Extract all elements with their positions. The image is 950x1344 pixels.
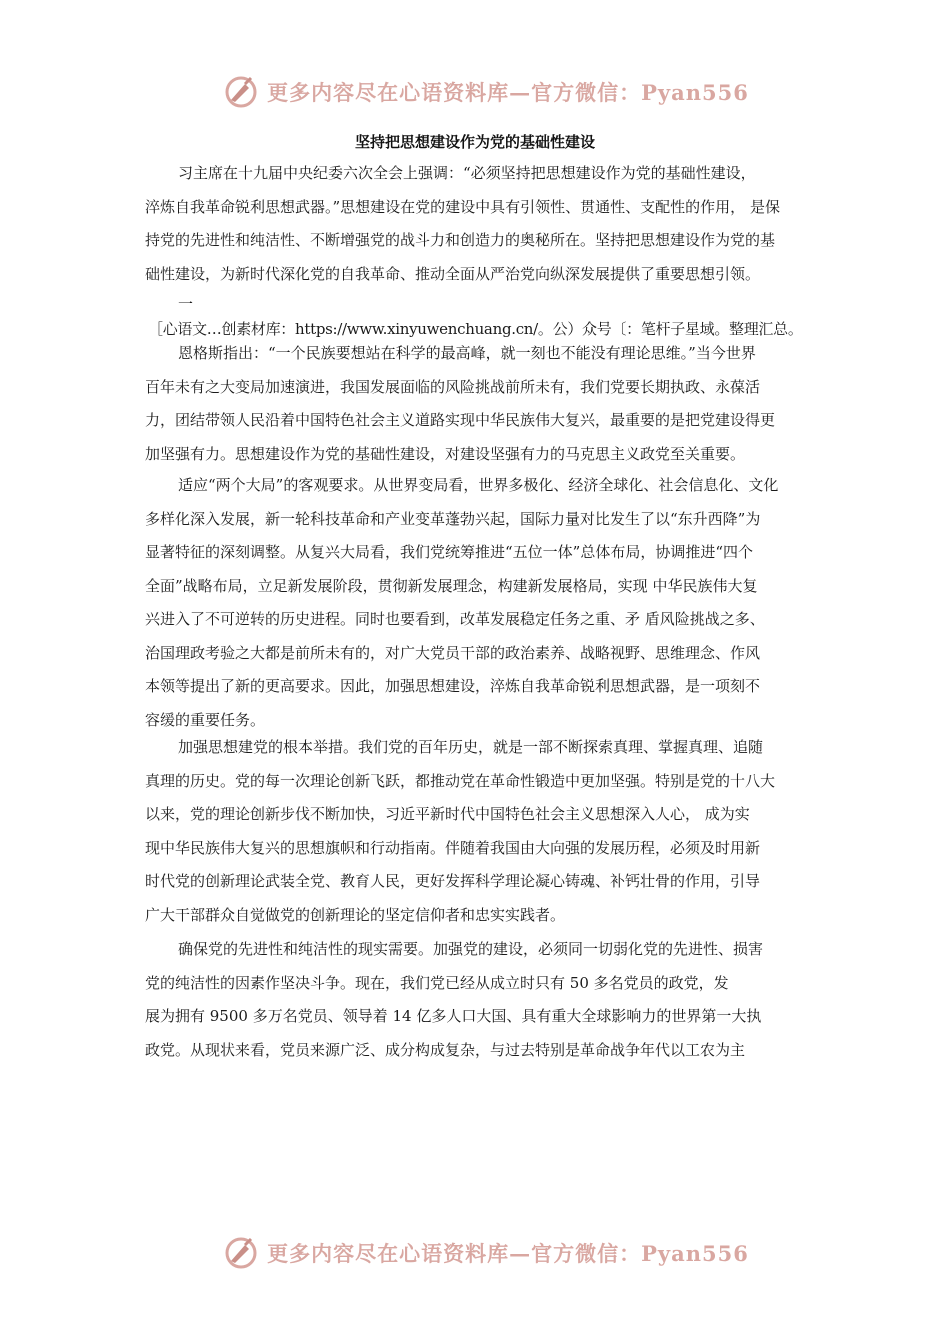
paragraph-line: 加坚强有力。思想建设作为党的基础性建设，对建设坚强有力的马克思主义政党至关重要。 xyxy=(145,445,746,463)
paragraph-line: 政党。从现状来看，党员来源广泛、成分构成复杂，与过去特别是革命战争年代以工农为主 xyxy=(145,1041,746,1059)
paragraph-line: 持党的先进性和纯洁性、不断增强党的战斗力和创造力的奥秘所在。坚持把思想建设作为党的基 xyxy=(145,231,776,249)
paragraph-line: 现中华民族伟大复兴的思想旗帜和行动指南。伴随着我国由大向强的发展历程，必须及时用新 xyxy=(145,839,761,857)
paragraph-line: 广大干部群众自觉做党的创新理论的坚定信仰者和忠实实践者。 xyxy=(145,906,566,924)
source-note: ［心语文…创素材库：https://www.xinyuwenchuang.cn/。公）众号〔：笔杆子星域。整理汇总。 xyxy=(148,320,803,338)
paragraph-line: 百年未有之大变局加速演进，我国发展面临的风险挑战前所未有，我们党要长期执政、永葆活 xyxy=(145,378,761,396)
pen-nib-icon xyxy=(221,72,261,112)
pen-nib-icon xyxy=(221,1233,261,1273)
paragraph-line: 全面”战略布局，立足新发展阶段，贯彻新发展理念，构建新发展格局，实现 中华民族伟大复 xyxy=(145,577,758,595)
paragraph-line: 力，团结带领人民沿着中国特色社会主义道路实现中华民族伟大复兴，最重要的是把党建设得更 xyxy=(145,411,776,429)
paragraph-line: 适应“两个大局”的客观要求。从世界变局看，世界多极化、经济全球化、社会信息化、文化 xyxy=(178,476,779,494)
paragraph-line: 恩格斯指出：“一个民族要想站在科学的最高峰，就一刻也不能没有理论思维。”当今世界 xyxy=(178,344,756,362)
banner-text: 更多内容尽在心语资料库—官方微信：Pyan556 xyxy=(267,80,749,105)
paragraph-line: 习主席在十九届中央纪委六次全会上强调：“必须坚持把思想建设作为党的基础性建设， xyxy=(178,164,756,182)
paragraph-line: 党的纯洁性的因素作坚决斗争。现在，我们党已经从成立时只有 50 多名党员的政党，发 xyxy=(145,974,729,992)
paragraph-line: 以来，党的理论创新步伐不断加快，习近平新时代中国特色社会主义思想深入人心， 成为实 xyxy=(145,805,750,823)
paragraph-line: 础性建设，为新时代深化党的自我革命、推动全面从严治党向纵深发展提供了重要思想引领。 xyxy=(145,265,761,283)
paragraph-line: 淬炼自我革命锐利思想武器。”思想建设在党的建设中具有引领性、贯通性、支配性的作用， 是保 xyxy=(145,198,780,216)
paragraph-line: 容缓的重要任务。 xyxy=(145,711,266,729)
banner-text: 更多内容尽在心语资料库—官方微信：Pyan556 xyxy=(267,1241,749,1266)
paragraph-line: 确保党的先进性和纯洁性的现实需要。加强党的建设，必须同一切弱化党的先进性、损害 xyxy=(178,940,764,958)
page-title: 坚持把思想建设作为党的基础性建设 xyxy=(354,133,595,151)
paragraph-line: 治国理政考验之大都是前所未有的，对广大党员干部的政治素养、战略视野、思维理念、作风 xyxy=(145,644,761,662)
paragraph-line: 加强思想建党的根本举措。我们党的百年历史，就是一部不断探索真理、掌握真理、追随 xyxy=(178,738,764,756)
footer-banner xyxy=(0,1231,950,1275)
paragraph-line: 真理的历史。党的每一次理论创新飞跃，都推动党在革命性锻造中更加坚强。特别是党的十八大 xyxy=(145,772,776,790)
paragraph-line: 多样化深入发展，新一轮科技革命和产业变革蓬勃兴起，国际力量对比发生了以“东升西降”为 xyxy=(145,510,761,528)
header-banner xyxy=(0,70,950,114)
paragraph-line: 显著特征的深刻调整。从复兴大局看，我们党统筹推进“五位一体”总体布局，协调推进“四个 xyxy=(145,543,754,561)
paragraph-line: 本领等提出了新的更高要求。因此，加强思想建设，淬炼自我革命锐利思想武器，是一项刻不 xyxy=(145,677,761,695)
paragraph-line: 展为拥有 9500 多万名党员、领导着 14 亿多人口大国、具有重大全球影响力的世界第一大执 xyxy=(145,1007,762,1025)
paragraph-line: 时代党的创新理论武装全党、教育人民，更好发挥科学理论凝心铸魂、补钙壮骨的作用，引导 xyxy=(145,872,761,890)
section-dash: 一 xyxy=(178,295,194,313)
paragraph-line: 兴进入了不可逆转的历史进程。同时也要看到，改革发展稳定任务之重、矛 盾风险挑战之多、 xyxy=(145,610,765,628)
